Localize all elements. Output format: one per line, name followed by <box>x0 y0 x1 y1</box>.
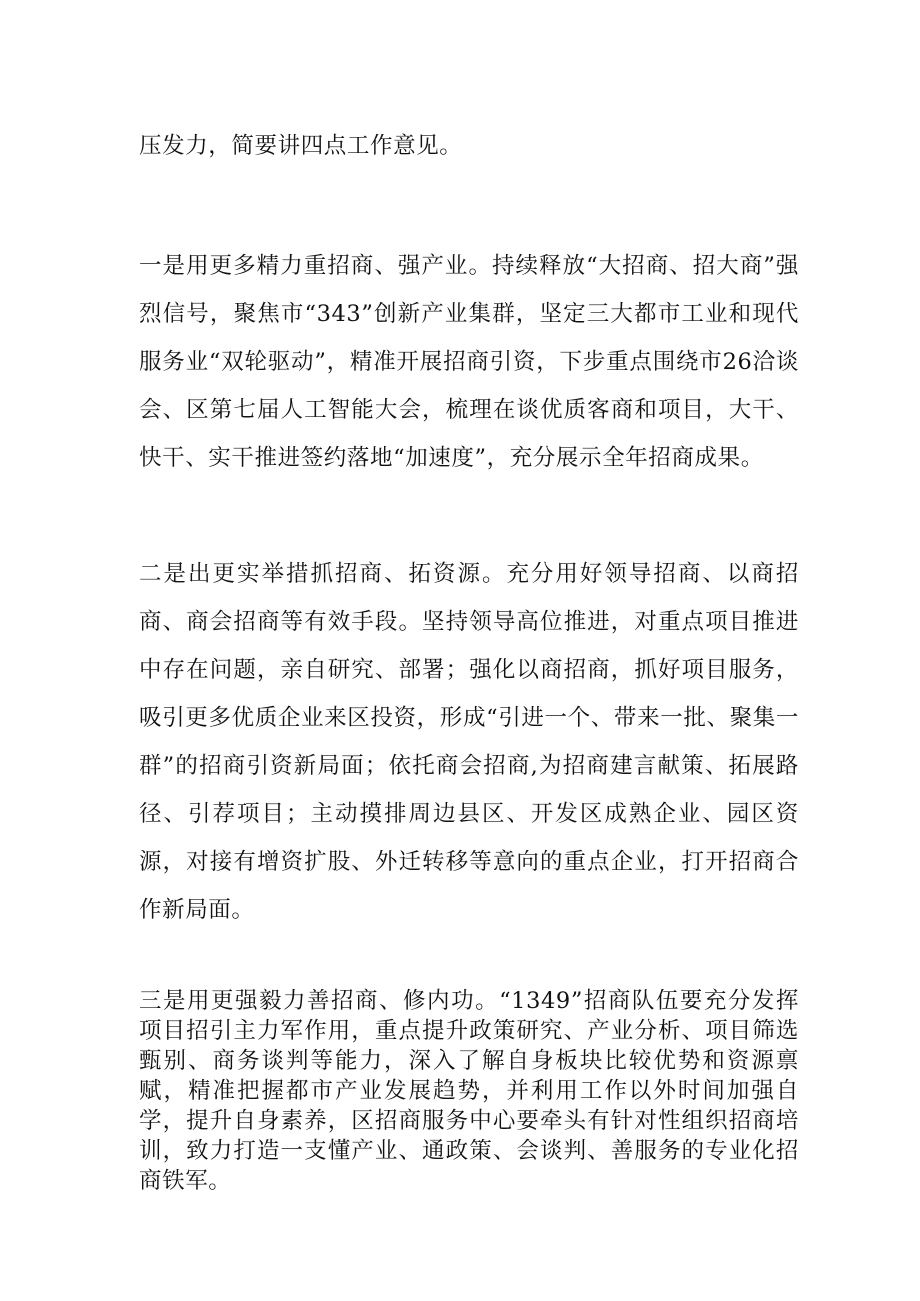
paragraph-point-two: 二是出更实举措抓招商、拓资源。充分用好领导招商、以商招商、商会招商等有效手段。坚持领导高位推进，对重点项目推进中存在问题，亲自研究、部署；强化以商招商，抓好项目服务，吸引更多优质企业来区投资，形成“引进一个、带来一批、聚集一群”的招商引资新局面；依托商会招商,为招商建言献策、拓展路径、引荐项目；主动摸排周边县区、开发区成熟企业、园区资源，对接有增资扩股、外迁转移等意向的重点企业，打开招商合作新局面。 <box>139 561 799 923</box>
paragraph-continuation: 压发力，简要讲四点工作意见。 <box>139 133 463 159</box>
paragraph-point-one: 一是用更多精力重招商、强产业。持续释放“大招商、招大商”强烈信号，聚焦市“343”创新产业集群，坚定三大都市工业和现代服务业“双轮驱动”，精准开展招商引资，下步重点围绕市26洽谈会、区第七届人工智能大会，梳理在谈优质客商和项目，大干、快干、实干推进签约落地“加速度”，充分展示全年招商成果。 <box>139 253 799 471</box>
paragraph-point-three: 三是用更强毅力善招商、修内功。“1349”招商队伍要充分发挥项目招引主力军作用，重点提升政策研究、产业分析、项目筛选甄别、商务谈判等能力，深入了解自身板块比较优势和资源禀赋，精准把握都市产业发展趋势，并利用工作以外时间加强自学，提升自身素养，区招商服务中心要牵头有针对性组织招商培训，致力打造一支懂产业、通政策、会谈判、善服务的专业化招商铁军。 <box>139 988 799 1194</box>
